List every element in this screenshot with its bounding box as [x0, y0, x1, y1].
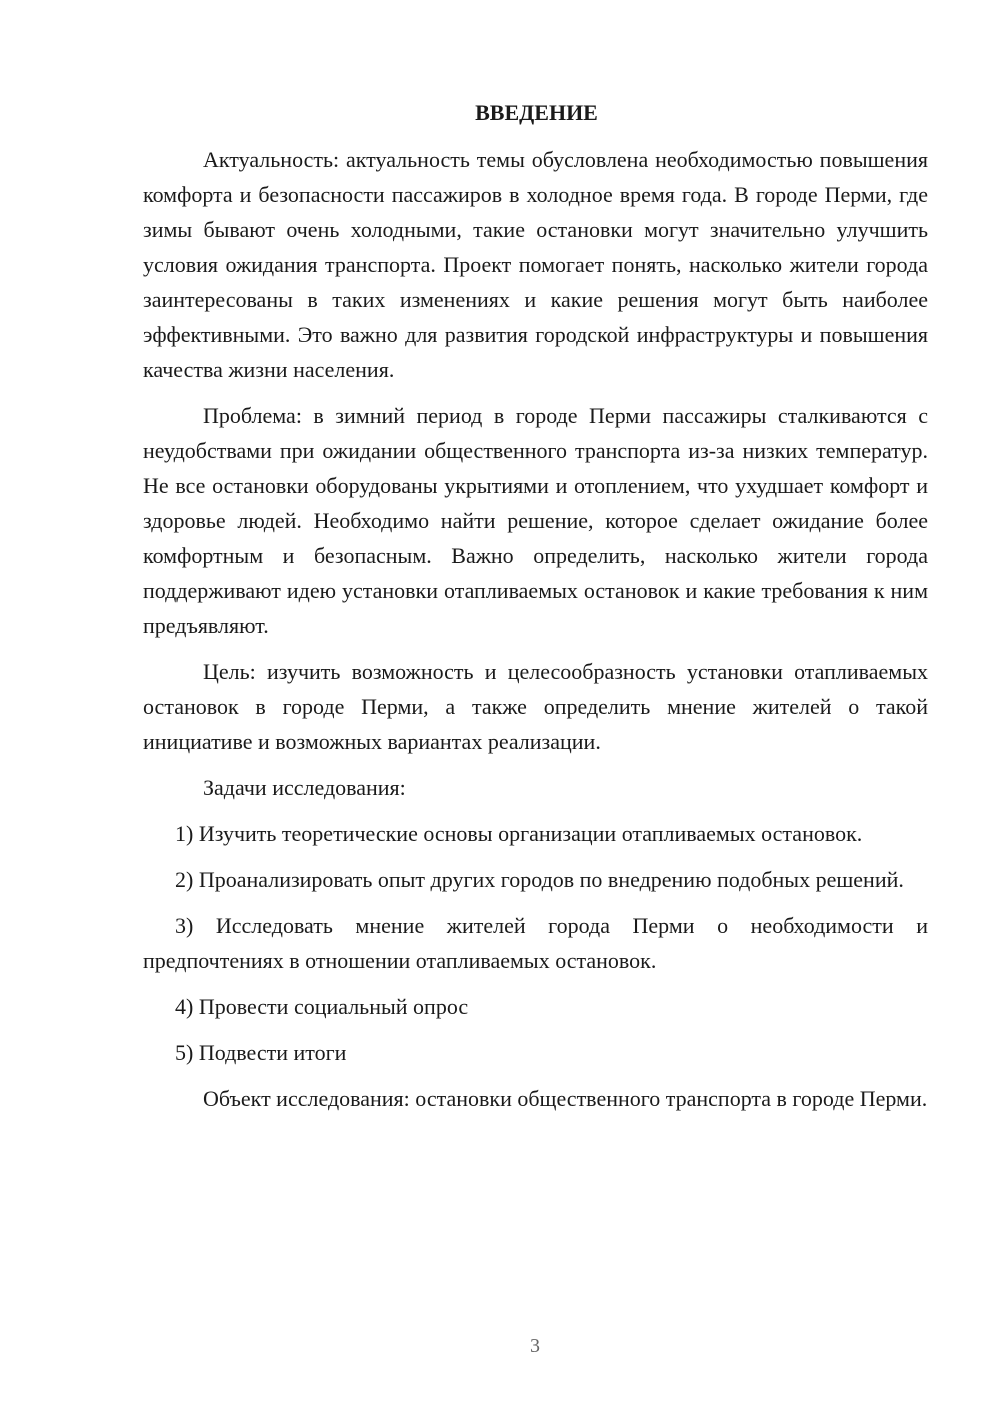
page-number: 3 [530, 1335, 540, 1357]
task-item-5: 5) Подвести итоги [175, 1040, 347, 1065]
relevance-paragraph: Актуальность: актуальность темы обусловлена необходимостью повышения комфорта и безопасности пассажиров в холодное время года. В городе Перми, где зимы бывают очень холодными, такие остановки могут значительно улучшить условия ожидания транспорта. Проект помогает понять, насколько жители города заинтересованы в таких изменениях и какие решения могут быть наиболее эффективными. Это важно для развития городской инфраструктуры и повышения качества жизни населения. [143, 147, 928, 382]
task-item-1: 1) Изучить теоретические основы организации отапливаемых остановок. [175, 821, 863, 846]
task-item-3: 3) Исследовать мнение жителей города Перми о необходимости и предпочтениях в отношении отапливаемых остановок. [143, 913, 928, 973]
section-heading: ВВЕДЕНИЕ [475, 100, 598, 125]
tasks-title: Задачи исследования: [203, 775, 406, 800]
page-content [143, 95, 928, 1127]
task-item-2: 2) Проанализировать опыт других городов по внедрению подобных решений. [175, 867, 904, 892]
goal-paragraph: Цель: изучить возможность и целесообразность установки отапливаемых остановок в городе Перми, а также определить мнение жителей о такой инициативе и возможных вариантах реализации. [143, 659, 928, 754]
task-item-4: 4) Провести социальный опрос [175, 994, 469, 1019]
object-paragraph: Объект исследования: остановки общественного транспорта в городе Перми. [203, 1086, 928, 1111]
problem-paragraph: Проблема: в зимний период в городе Перми пассажиры сталкиваются с неудобствами при ожидании общественного транспорта из-за низких температур. Не все остановки оборудованы укрытиями и отоплением, что ухудшает комфорт и здоровье людей. Необходимо найти решение, которое сделает ожидание более комфортным и безопасным. Важно определить, насколько жители города поддерживают идею установки отапливаемых остановок и какие требования к ним предъявляют. [143, 403, 928, 638]
